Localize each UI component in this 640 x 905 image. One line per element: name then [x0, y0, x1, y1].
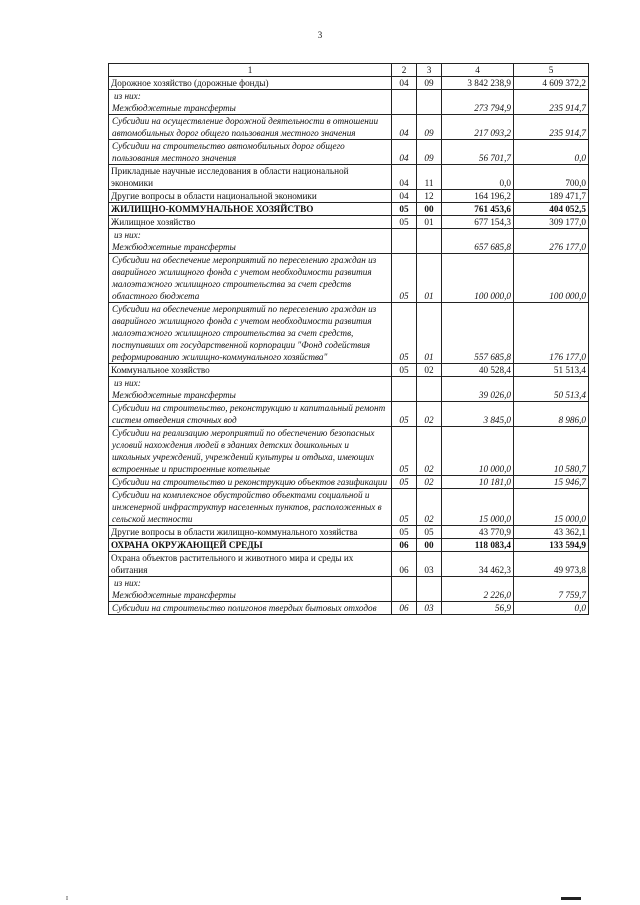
row-label: Субсидии на комплексное обустройство объектами социальной и инженерной инфраструктур населенных пунктов, расположенных в сельской местности — [112, 490, 382, 524]
row-prefix: из них: — [114, 91, 141, 101]
subsection-code: 02 — [417, 489, 442, 526]
value-col5: 100 000,0 — [514, 254, 589, 303]
row-name — [109, 526, 392, 539]
row-label: Субсидии на обеспечение мероприятий по переселению граждан из аварийного жилищного фонда с учетом необходимости развития малоэтажного жилищного строительства за счет средств областного бюджета — [112, 255, 377, 301]
subsection-code: 03 — [417, 602, 442, 615]
value-col4: 557 685,8 — [442, 303, 514, 364]
row-label: Межбюджетные трансферты — [112, 390, 236, 400]
value-col5: 7 759,7 — [514, 577, 589, 602]
row-name — [109, 254, 392, 303]
value-col4: 657 685,8 — [442, 229, 514, 254]
section-code: 06 — [392, 602, 417, 615]
value-col5: 49 973,8 — [514, 552, 589, 577]
row-label: Другие вопросы в области жилищно-коммунального хозяйства — [111, 527, 358, 537]
subsection-code — [417, 577, 442, 602]
row-prefix: из них: — [114, 378, 141, 388]
table-row — [109, 303, 589, 364]
section-code: 06 — [392, 552, 417, 577]
row-label: Субсидии на реализацию мероприятий по обеспечению безопасных условий нахождения людей в зданиях детских дошкольных и школьных учреждений, учреждений культуры и отдыха, имеющих встроенные и пристроенные котельные — [112, 428, 375, 474]
row-name — [109, 539, 392, 552]
table-row — [109, 552, 589, 577]
row-name — [109, 140, 392, 165]
table-row — [109, 427, 589, 476]
value-col5: 0,0 — [514, 602, 589, 615]
column-header: 3 — [417, 64, 442, 77]
value-col4: 43 770,9 — [442, 526, 514, 539]
row-label: Коммунальное хозяйство — [111, 365, 210, 375]
row-prefix: из них: — [114, 230, 141, 240]
subsection-code: 09 — [417, 77, 442, 90]
value-col5: 235 914,7 — [514, 90, 589, 115]
row-prefix: из них: — [114, 578, 141, 588]
section-code: 04 — [392, 115, 417, 140]
row-name — [109, 190, 392, 203]
row-label: Субсидии на осуществление дорожной деятельности в отношении автомобильных дорог общего пользования местного значения — [112, 116, 379, 138]
value-col5: 700,0 — [514, 165, 589, 190]
value-col5: 10 580,7 — [514, 427, 589, 476]
table-row — [109, 203, 589, 216]
table-row — [109, 526, 589, 539]
section-code — [392, 90, 417, 115]
row-name — [109, 77, 392, 90]
value-col5: 8 986,0 — [514, 402, 589, 427]
table-row — [109, 489, 589, 526]
section-code — [392, 577, 417, 602]
table-body — [109, 77, 589, 615]
table-row — [109, 577, 589, 602]
row-name — [109, 552, 392, 577]
section-code: 05 — [392, 216, 417, 229]
row-name — [109, 115, 392, 140]
budget-table — [108, 63, 589, 615]
subsection-code: 09 — [417, 140, 442, 165]
column-header: 5 — [514, 64, 589, 77]
value-col4: 677 154,3 — [442, 216, 514, 229]
row-name — [109, 229, 392, 254]
value-col5: 51 513,4 — [514, 364, 589, 377]
subsection-code: 00 — [417, 203, 442, 216]
value-col4: 15 000,0 — [442, 489, 514, 526]
row-label: Субсидии на строительство автомобильных дорог общего пользования местного значения — [112, 141, 345, 163]
section-code: 04 — [392, 165, 417, 190]
value-col4: 10 000,0 — [442, 427, 514, 476]
subsection-code: 00 — [417, 539, 442, 552]
page-number: 3 — [317, 30, 323, 40]
subsection-code: 05 — [417, 526, 442, 539]
value-col5: 404 052,5 — [514, 203, 589, 216]
value-col5: 176 177,0 — [514, 303, 589, 364]
value-col5: 43 362,1 — [514, 526, 589, 539]
row-label: Субсидии на строительство, реконструкцию и капитальный ремонт систем отведения сточных вод — [112, 403, 386, 425]
subsection-code: 02 — [417, 427, 442, 476]
table-row — [109, 602, 589, 615]
section-code: 06 — [392, 539, 417, 552]
value-col4: 164 196,2 — [442, 190, 514, 203]
value-col4: 40 528,4 — [442, 364, 514, 377]
row-name — [109, 364, 392, 377]
section-code: 05 — [392, 427, 417, 476]
subsection-code: 02 — [417, 476, 442, 489]
value-col4: 2 226,0 — [442, 577, 514, 602]
value-col5: 15 000,0 — [514, 489, 589, 526]
value-col5: 50 513,4 — [514, 377, 589, 402]
subsection-code — [417, 90, 442, 115]
footer-mark: I — [66, 896, 68, 902]
subsection-code: 01 — [417, 216, 442, 229]
table-row — [109, 476, 589, 489]
table-row — [109, 115, 589, 140]
row-label: Межбюджетные трансферты — [112, 103, 236, 113]
subsection-code: 02 — [417, 402, 442, 427]
subsection-code: 03 — [417, 552, 442, 577]
row-name — [109, 377, 392, 402]
subsection-code: 01 — [417, 303, 442, 364]
row-name — [109, 165, 392, 190]
row-name — [109, 303, 392, 364]
table-row — [109, 402, 589, 427]
table-row — [109, 254, 589, 303]
row-label: Жилищное хозяйство — [111, 217, 196, 227]
table-row — [109, 165, 589, 190]
section-code: 05 — [392, 303, 417, 364]
table-row — [109, 77, 589, 90]
section-code: 04 — [392, 140, 417, 165]
row-label: Субсидии на обеспечение мероприятий по переселению граждан из аварийного жилищного фонда с учетом необходимости развития малоэтажного жилищного строительства за счет средств, поступивших от государственной корпорации "Фонд содействия реформированию жилищно-коммунального хозяйства" — [112, 304, 377, 362]
value-col5: 189 471,7 — [514, 190, 589, 203]
scan-mark — [561, 897, 581, 900]
row-name — [109, 476, 392, 489]
value-col5: 15 946,7 — [514, 476, 589, 489]
subsection-code: 01 — [417, 254, 442, 303]
section-code: 05 — [392, 489, 417, 526]
row-label: Субсидии на строительство полигонов твердых бытовых отходов — [112, 603, 377, 613]
value-col4: 3 842 238,9 — [442, 77, 514, 90]
section-code: 05 — [392, 203, 417, 216]
row-label: Субсидии на строительство и реконструкцию объектов газификации — [112, 477, 388, 487]
row-label: ЖИЛИЩНО-КОММУНАЛЬНОЕ ХОЗЯЙСТВО — [111, 204, 314, 214]
section-code: 05 — [392, 402, 417, 427]
value-col4: 273 794,9 — [442, 90, 514, 115]
row-name — [109, 216, 392, 229]
value-col5: 133 594,9 — [514, 539, 589, 552]
row-name — [109, 427, 392, 476]
row-label: Другие вопросы в области национальной экономики — [111, 191, 317, 201]
table-row — [109, 364, 589, 377]
table-row — [109, 216, 589, 229]
row-name — [109, 577, 392, 602]
value-col5: 4 609 372,2 — [514, 77, 589, 90]
row-name — [109, 90, 392, 115]
value-col4: 39 026,0 — [442, 377, 514, 402]
table-row — [109, 140, 589, 165]
value-col4: 761 453,6 — [442, 203, 514, 216]
subsection-code — [417, 229, 442, 254]
table-row — [109, 190, 589, 203]
section-code: 05 — [392, 254, 417, 303]
section-code — [392, 229, 417, 254]
section-code — [392, 377, 417, 402]
row-name — [109, 203, 392, 216]
subsection-code: 12 — [417, 190, 442, 203]
section-code: 04 — [392, 77, 417, 90]
value-col5: 235 914,7 — [514, 115, 589, 140]
table-row — [109, 539, 589, 552]
row-label: Прикладные научные исследования в области национальной экономики — [111, 166, 349, 188]
value-col4: 34 462,3 — [442, 552, 514, 577]
subsection-code: 09 — [417, 115, 442, 140]
column-header: 2 — [392, 64, 417, 77]
value-col5: 0,0 — [514, 140, 589, 165]
column-header: 4 — [442, 64, 514, 77]
section-code: 05 — [392, 476, 417, 489]
value-col4: 118 083,4 — [442, 539, 514, 552]
table-row — [109, 90, 589, 115]
row-name — [109, 602, 392, 615]
table-row — [109, 229, 589, 254]
subsection-code: 11 — [417, 165, 442, 190]
column-header: 1 — [109, 64, 392, 77]
subsection-code — [417, 377, 442, 402]
value-col4: 217 093,2 — [442, 115, 514, 140]
value-col4: 56,9 — [442, 602, 514, 615]
subsection-code: 02 — [417, 364, 442, 377]
table-header-row — [109, 64, 589, 77]
row-label: ОХРАНА ОКРУЖАЮЩЕЙ СРЕДЫ — [111, 540, 263, 550]
value-col4: 0,0 — [442, 165, 514, 190]
value-col5: 276 177,0 — [514, 229, 589, 254]
value-col4: 3 845,0 — [442, 402, 514, 427]
row-name — [109, 489, 392, 526]
row-label: Дорожное хозяйство (дорожные фонды) — [111, 78, 269, 88]
section-code: 05 — [392, 526, 417, 539]
row-label: Межбюджетные трансферты — [112, 590, 236, 600]
section-code: 04 — [392, 190, 417, 203]
section-code: 05 — [392, 364, 417, 377]
row-label: Межбюджетные трансферты — [112, 242, 236, 252]
row-name — [109, 402, 392, 427]
value-col4: 56 701,7 — [442, 140, 514, 165]
value-col4: 10 181,0 — [442, 476, 514, 489]
value-col4: 100 000,0 — [442, 254, 514, 303]
row-label: Охрана объектов растительного и животного мира и среды их обитания — [111, 553, 354, 575]
table-row — [109, 377, 589, 402]
value-col5: 309 177,0 — [514, 216, 589, 229]
